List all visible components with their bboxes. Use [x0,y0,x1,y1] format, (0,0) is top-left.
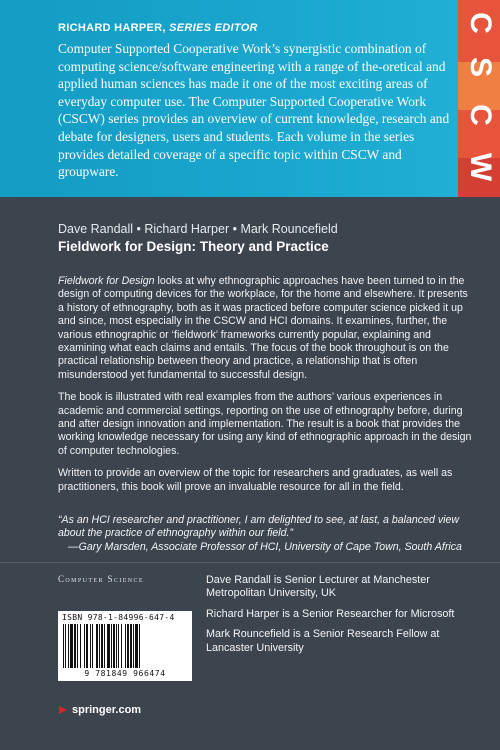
publisher-url: springer.com [72,704,142,716]
barcode-bar [127,624,129,668]
barcode [58,611,192,681]
barcode-bars [62,624,188,668]
barcode-bar [133,624,134,668]
author-bio: Richard Harper is a Senior Researcher for Microsoft [206,607,455,620]
barcode-bar [90,624,91,668]
book-description [58,275,472,503]
description-paragraph [58,275,472,382]
barcode-bar [65,624,66,668]
endorsement-quote [58,514,478,554]
barcode-bar [113,624,115,668]
publisher-link[interactable] [58,704,141,716]
barcode-bar [101,624,103,668]
barcode-bar [125,624,126,668]
series-panel [0,0,500,197]
barcode-bar [68,624,69,668]
logo-letter: C [464,12,497,34]
barcode-bar [118,624,119,668]
barcode-bar [111,624,112,668]
description-paragraph: Written to provide an overview of the topic for researchers and graduates, as well as practitioners, this book will prove an invaluable resource for all in the field. [58,467,453,493]
author-bio: Mark Rouncefield is a Senior Research Fellow at Lancaster University [206,628,440,654]
series-editor-line [58,22,258,34]
barcode-bar [74,624,76,668]
description-paragraph: The book is illustrated with real examples from the authors’ various experiences in academic and commercial settings, reporting on the use of ethnography before, during and after design innovation and implementation. The result is a book that provides the working knowledge necessary for using any kind of ethnographic approach in the design of computer technologies. [58,391,472,457]
book-title: Fieldwork for Design: Theory and Practice [58,239,329,254]
barcode-bar [139,624,140,668]
barcode-bar [96,624,98,668]
author-bios [206,574,476,662]
book-authors: Dave Randall • Richard Harper • Mark Rouncefield [58,222,338,236]
section-divider [0,562,500,563]
barcode-bar [63,624,64,668]
series-editor-role: SERIES EDITOR [169,22,258,34]
barcode-bar [130,624,132,668]
barcode-bar [99,624,100,668]
series-blurb: Computer Supported Cooperative Work’s synergistic combination of computing science/software engineering with a range of the-oretical and applied human sciences has made it one of the most exciting areas of everyday computer use. The Computer Supported Cooperative Work (CSCW) series provides an overview of current knowledge, research and debate for designers, users and students. Each volume in the series provides detailed coverage of a specific topic within CSCW and groupware. [58,41,450,180]
barcode-bar [92,624,93,668]
author-bio: Dave Randall is Senior Lecturer at Manchester Metropolitan University, UK [206,574,430,600]
description-title-ref: Fieldwork for Design [58,275,155,287]
barcode-bar [86,624,88,668]
barcode-number: 9 781849 966474 [84,669,166,678]
barcode-bar [77,624,78,668]
barcode-bar [107,624,110,668]
logo-letter: S [464,56,497,77]
logo-letter: W [464,152,497,182]
subject-category: Computer Science [58,574,144,584]
quote-text: “As an HCI researcher and practitioner, I am delighted to see, at last, a balanced view about the practice of ethnography within our field.” [58,514,460,540]
barcode-bar [121,624,122,668]
barcode-bar [70,624,73,668]
logo-letter: C [464,104,497,126]
barcode-bar [135,624,138,668]
barcode-bar [116,624,117,668]
cscw-logo [458,0,500,197]
barcode-bar [80,624,81,668]
isbn-label: ISBN 978-1-84996-647-4 [62,613,175,622]
quote-attribution: —Gary Marsden, Associate Professor of HCI, University of Cape Town, South Africa [68,540,462,553]
barcode-bar [104,624,105,668]
barcode-bar [84,624,85,668]
springer-arrow-icon [58,705,68,715]
description-text: looks at why ethnographic approaches have been turned to in the design of computing devices for the workplace, for the home and elsewhere. It presents a history of ethnography, both as it was practiced before computer science picked it up and since, most especially in the CSCW and HCI domains. It examines, further, the various ethnographic or ‘fieldwork’ frameworks currently popular, explaining and examining what each claims and entails. The focus of the book throughout is on the practical relationship between theory and practice, a relationship that is often misunderstood yet fundamental to successful design. [58,275,468,381]
series-editor-name: RICHARD HARPER, [58,22,166,34]
